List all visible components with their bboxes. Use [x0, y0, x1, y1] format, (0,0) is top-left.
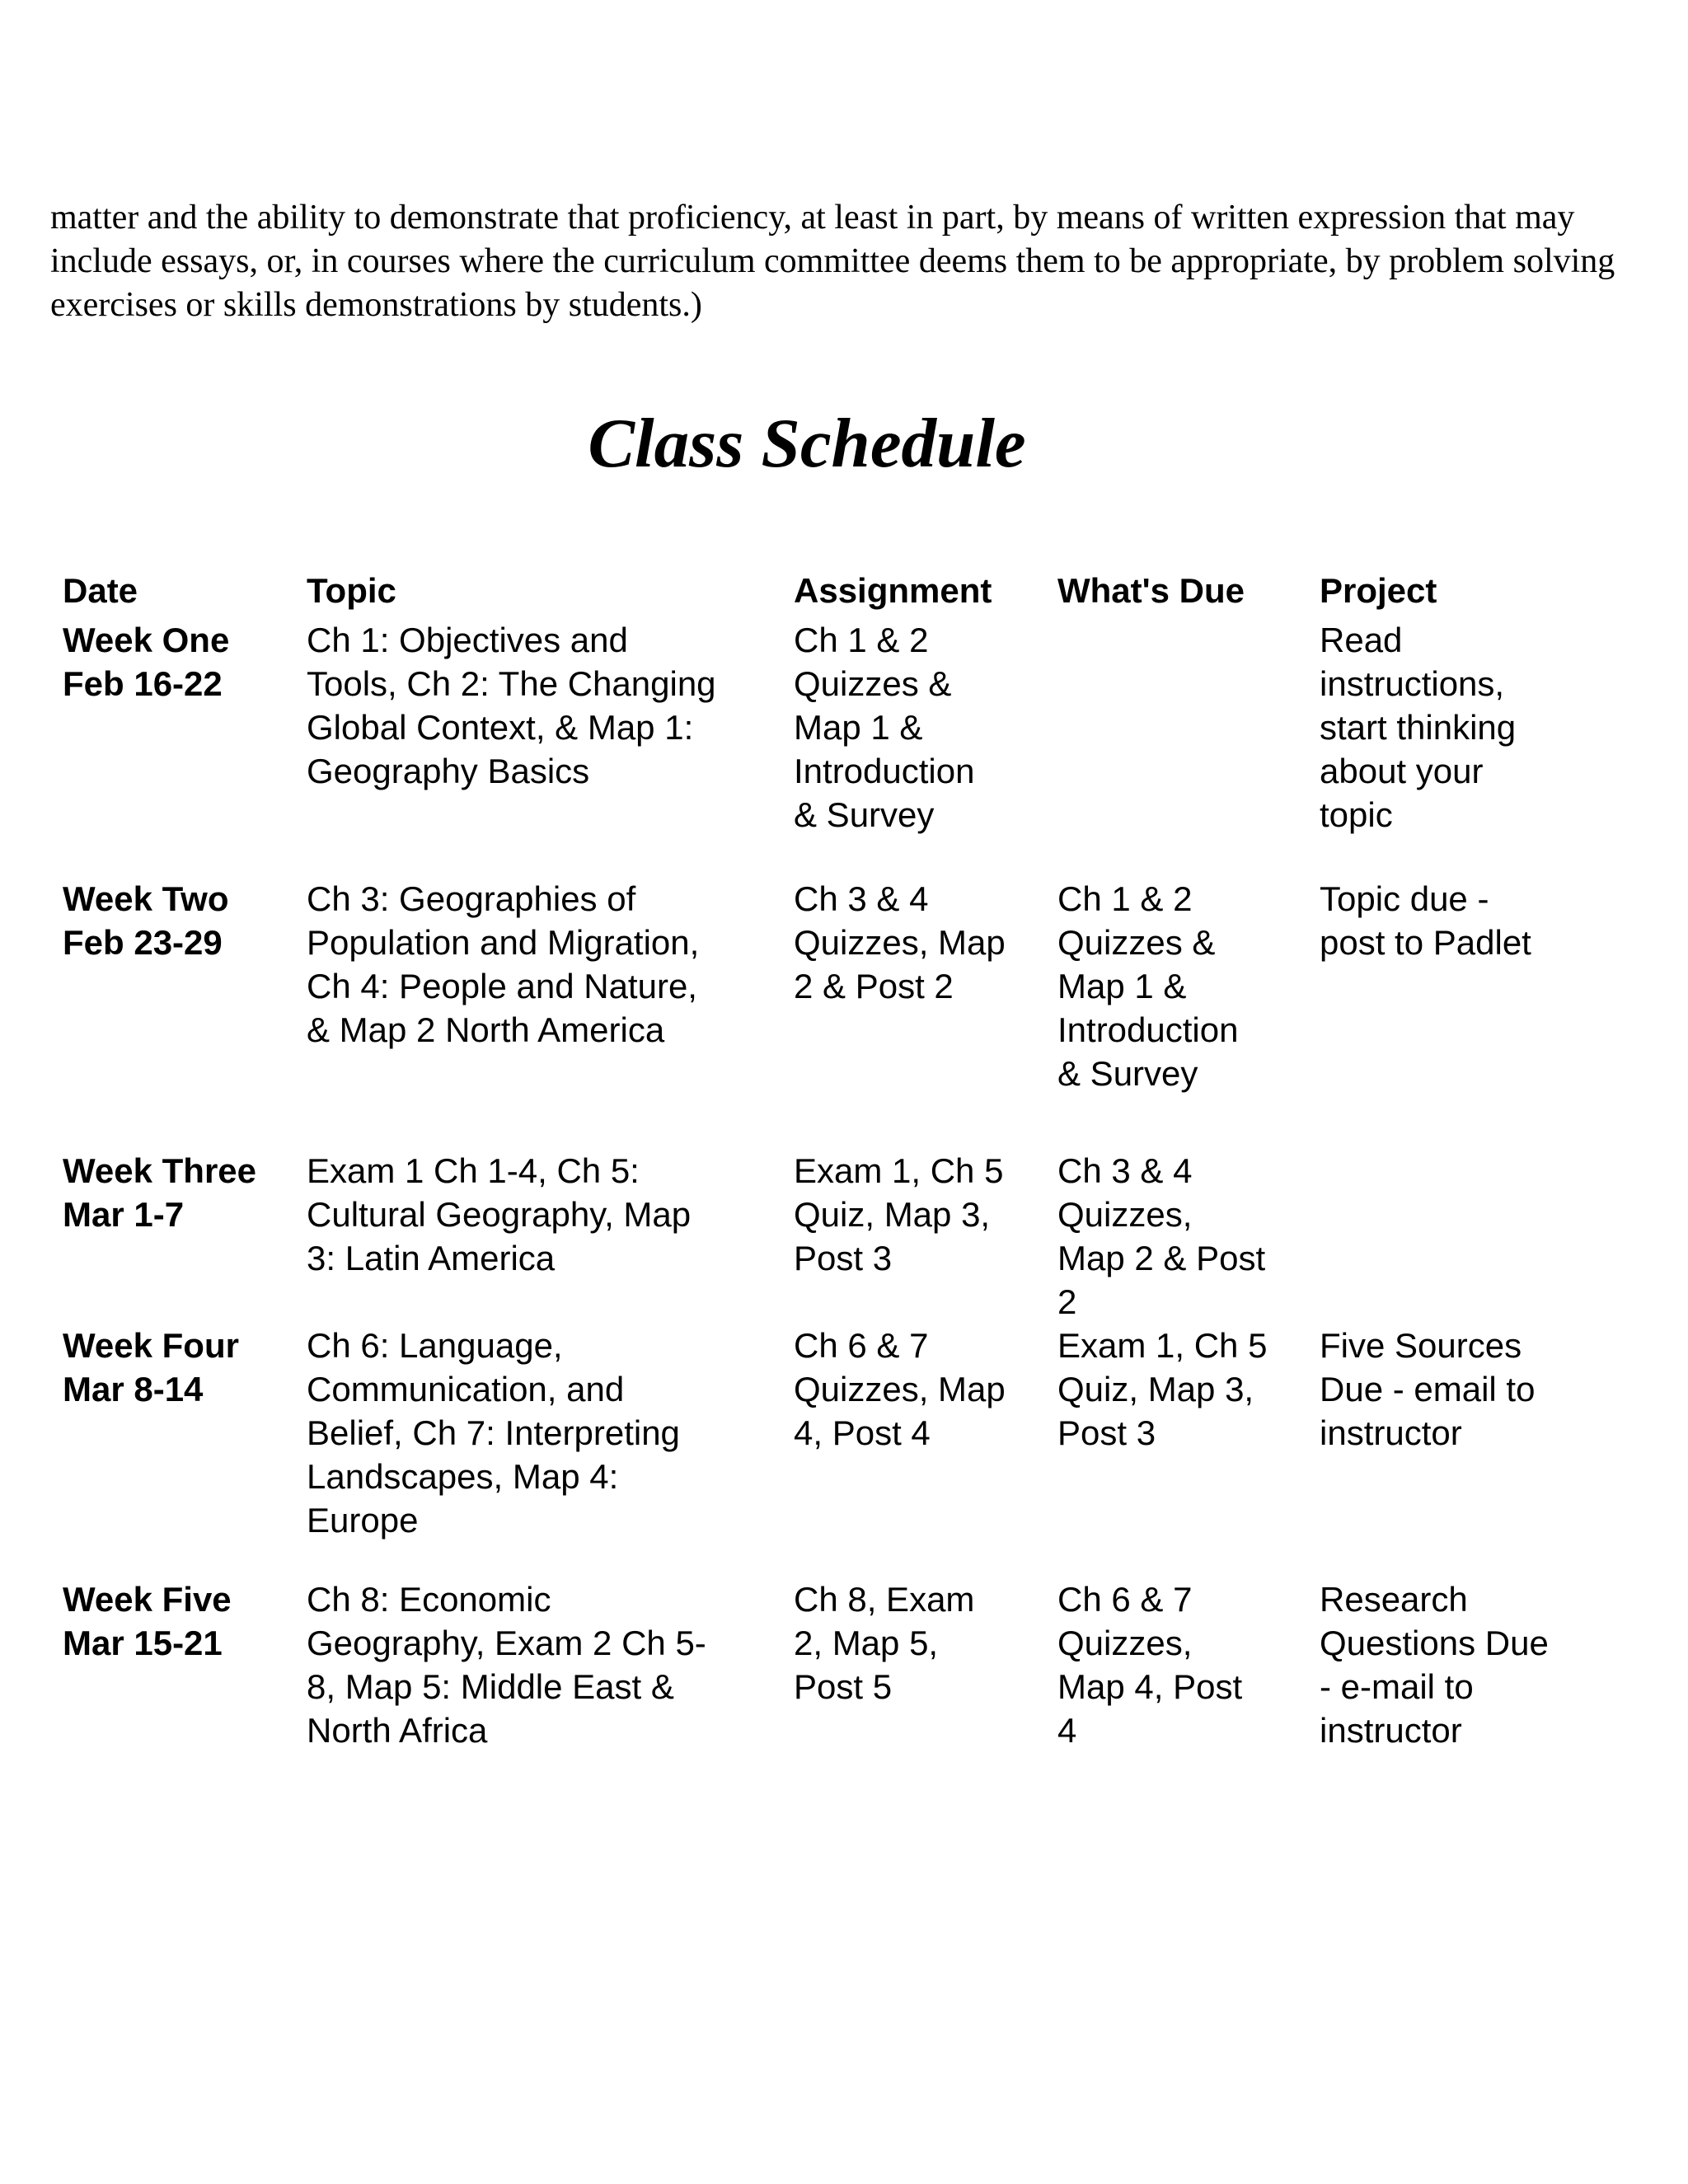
row-date: Week Five Mar 15-21	[63, 1580, 232, 1662]
header-whats-due: What's Due	[1057, 571, 1245, 610]
header-date: Date	[63, 571, 138, 610]
row-topic: Ch 3: Geographies of Population and Migration, Ch 4: People and Nature, & Map 2 North America	[307, 879, 700, 1049]
row-whats-due: Ch 1 & 2 Quizzes & Map 1 & Introduction & Survey	[1057, 879, 1239, 1093]
row-project: Read instructions, start thinking about your topic	[1320, 621, 1517, 834]
row-topic: Ch 1: Objectives and Tools, Ch 2: The Changing Global Context, & Map 1: Geography Basics	[307, 621, 716, 790]
header-assignment: Assignment	[794, 571, 992, 610]
row-assignment: Ch 6 & 7 Quizzes, Map 4, Post 4	[794, 1326, 1006, 1452]
row-assignment: Ch 1 & 2 Quizzes & Map 1 & Introduction & Survey	[794, 621, 975, 834]
row-whats-due: Exam 1, Ch 5 Quiz, Map 3, Post 3	[1057, 1326, 1268, 1452]
row-assignment: Ch 3 & 4 Quizzes, Map 2 & Post 2	[794, 879, 1006, 1005]
row-topic: Ch 6: Language, Communication, and Belief, Ch 7: Interpreting Landscapes, Map 4: Europe	[307, 1326, 680, 1540]
row-date: Week One Feb 16-22	[63, 621, 230, 703]
page-title: Class Schedule	[588, 405, 1026, 482]
row-assignment: Ch 8, Exam 2, Map 5, Post 5	[794, 1580, 975, 1706]
row-project: Five Sources Due - email to instructor	[1320, 1326, 1536, 1452]
header-project: Project	[1320, 571, 1437, 610]
row-project: Research Questions Due - e-mail to instructor	[1320, 1580, 1549, 1750]
row-topic: Ch 8: Economic Geography, Exam 2 Ch 5- 8, Map 5: Middle East & North Africa	[307, 1580, 706, 1750]
row-project: Topic due - post to Padlet	[1320, 879, 1531, 962]
row-date: Week Four Mar 8-14	[63, 1326, 239, 1408]
row-date: Week Three Mar 1-7	[63, 1151, 256, 1234]
row-date: Week Two Feb 23-29	[63, 879, 229, 962]
row-topic: Exam 1 Ch 1-4, Ch 5: Cultural Geography, Map 3: Latin America	[307, 1151, 692, 1277]
intro-paragraph: matter and the ability to demonstrate that proficiency, at least in part, by means of written expression that may include essays, or, in courses where the curriculum committee deems them to be appropriate, by problem solving exercises or skills demonstrations by students.)	[50, 199, 1615, 324]
header-topic: Topic	[307, 571, 396, 610]
row-whats-due: Ch 3 & 4 Quizzes, Map 2 & Post 2	[1057, 1151, 1266, 1321]
row-whats-due: Ch 6 & 7 Quizzes, Map 4, Post 4	[1057, 1580, 1243, 1750]
row-assignment: Exam 1, Ch 5 Quiz, Map 3, Post 3	[794, 1151, 1004, 1277]
